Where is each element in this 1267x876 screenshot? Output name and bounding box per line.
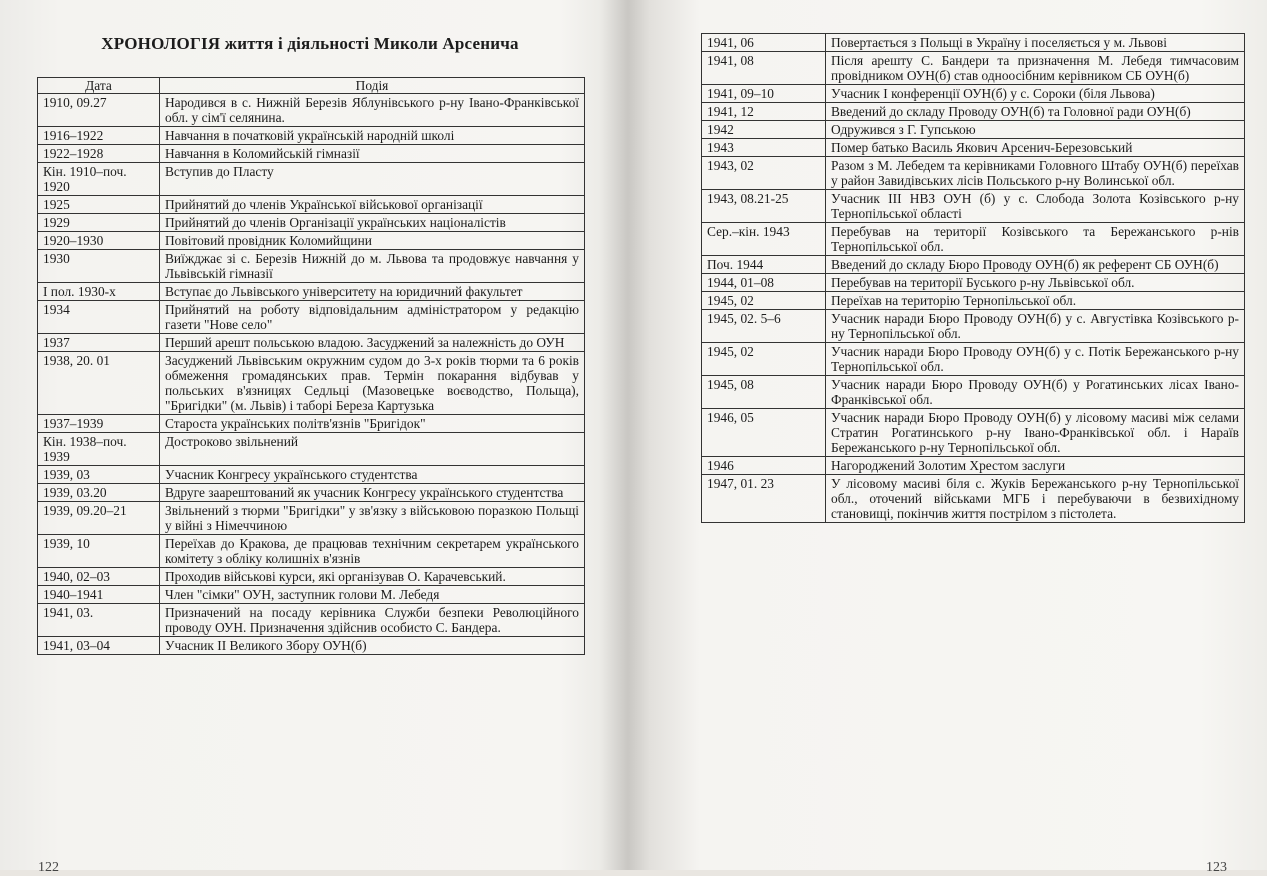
- date-cell: 1941, 12: [702, 103, 826, 121]
- table-row: [702, 139, 1245, 157]
- event-cell: Учасник наради Бюро Проводу ОУН(б) у с. Потік Бережанського р-ну Тернопільської обл.: [826, 343, 1245, 376]
- date-cell: 1939, 09.20–21: [38, 502, 160, 535]
- table-row: [702, 343, 1245, 376]
- table-row: [38, 433, 585, 466]
- chronology-rows-right: [702, 34, 1245, 523]
- event-cell: Переїхав до Кракова, де працював технічним секретарем українського комітету з обліку колишніх в'язнів: [160, 535, 585, 568]
- page-number-right: 123: [1206, 860, 1227, 875]
- event-cell: Призначений на посаду керівника Служби безпеки Революційного проводу ОУН. Призначення здійснив особисто С. Бандера.: [160, 604, 585, 637]
- date-cell: 1939, 03: [38, 466, 160, 484]
- date-cell: 1945, 02: [702, 292, 826, 310]
- table-row: [38, 145, 585, 163]
- event-cell: Учасник ІІІ НВЗ ОУН (б) у с. Слобода Золота Козівського р-ну Тернопільської області: [826, 190, 1245, 223]
- table-row: [702, 409, 1245, 457]
- date-cell: 1939, 03.20: [38, 484, 160, 502]
- date-cell: 1944, 01–08: [702, 274, 826, 292]
- table-row: [702, 256, 1245, 274]
- event-cell: Учасник наради Бюро Проводу ОУН(б) у лісовому масиві між селами Стратин Рогатинського р-ну Івано-Франківської обл. і Нараїв Бережанського р-ну Тернопільської обл.: [826, 409, 1245, 457]
- chronology-table-left: [37, 77, 585, 655]
- event-cell: Разом з М. Лебедем та керівниками Головного Штабу ОУН(б) переїхав у район Завидівських лісів Польського р-ну Волинської обл.: [826, 157, 1245, 190]
- date-cell: 1945, 08: [702, 376, 826, 409]
- table-row: [702, 274, 1245, 292]
- event-cell: Народився в с. Нижній Березів Яблунівського р-ну Івано-Франківської обл. у сім'ї селянина.: [160, 94, 585, 127]
- table-row: [702, 103, 1245, 121]
- table-row: [38, 535, 585, 568]
- chronology-table-right: [701, 33, 1245, 523]
- table-row: [38, 334, 585, 352]
- date-cell: 1946, 05: [702, 409, 826, 457]
- page-number-left: 122: [38, 860, 59, 875]
- table-row: [702, 157, 1245, 190]
- table-row: [38, 637, 585, 655]
- event-cell: Повітовий провідник Коломийщини: [160, 232, 585, 250]
- table-row: [38, 466, 585, 484]
- date-cell: 1941, 09–10: [702, 85, 826, 103]
- table-row: [38, 352, 585, 415]
- table-row: [702, 310, 1245, 343]
- date-cell: 1940–1941: [38, 586, 160, 604]
- date-cell: 1929: [38, 214, 160, 232]
- event-cell: Звільнений з тюрми "Бригідки" у зв'язку з військовою поразкою Польщі у війні з Німеччиною: [160, 502, 585, 535]
- date-cell: 1910, 09.27: [38, 94, 160, 127]
- date-cell: Кін. 1910–поч. 1920: [38, 163, 160, 196]
- event-cell: Навчання в початковій українській народній школі: [160, 127, 585, 145]
- date-cell: 1937–1939: [38, 415, 160, 433]
- table-row: [38, 196, 585, 214]
- date-cell: 1920–1930: [38, 232, 160, 250]
- table-row: [38, 484, 585, 502]
- date-cell: 1938, 20. 01: [38, 352, 160, 415]
- chronology-rows-left: [38, 94, 585, 655]
- date-cell: 1941, 03–04: [38, 637, 160, 655]
- table-row: [38, 586, 585, 604]
- event-cell: Помер батько Василь Якович Арсенич-Березовський: [826, 139, 1245, 157]
- date-cell: Сер.–кін. 1943: [702, 223, 826, 256]
- date-cell: 1943: [702, 139, 826, 157]
- date-cell: 1941, 08: [702, 52, 826, 85]
- date-cell: 1916–1922: [38, 127, 160, 145]
- table-row: [38, 214, 585, 232]
- table-row: [702, 457, 1245, 475]
- event-cell: Учасник ІІ Великого Збору ОУН(б): [160, 637, 585, 655]
- table-row: [38, 250, 585, 283]
- event-cell: Прийнятий до членів Української військової організації: [160, 196, 585, 214]
- event-cell: Перебував на території Буського р-ну Львівської обл.: [826, 274, 1245, 292]
- table-row: [702, 190, 1245, 223]
- event-cell: Учасник Конгресу українського студентства: [160, 466, 585, 484]
- table-row: [38, 232, 585, 250]
- date-cell: Поч. 1944: [702, 256, 826, 274]
- event-cell: Перший арешт польською владою. Засуджений за належність до ОУН: [160, 334, 585, 352]
- event-cell: Повертається з Польщі в Україну і поселяється у м. Львові: [826, 34, 1245, 52]
- date-cell: 1941, 06: [702, 34, 826, 52]
- event-cell: Навчання в Коломийській гімназії: [160, 145, 585, 163]
- date-cell: 1925: [38, 196, 160, 214]
- event-cell: Після арешту С. Бандери та призначення М. Лебедя тимчасовим провідником ОУН(б) став одноосібним керівником СБ ОУН(б): [826, 52, 1245, 85]
- event-cell: Перебував на території Козівського та Бережанського р-нів Тернопільської обл.: [826, 223, 1245, 256]
- page-title: ХРОНОЛОГІЯ життя і діяльності Миколи Арсенича: [101, 34, 519, 53]
- table-row: [38, 415, 585, 433]
- table-row: [702, 121, 1245, 139]
- date-cell: 1945, 02. 5–6: [702, 310, 826, 343]
- event-cell: Одружився з Г. Гупською: [826, 121, 1245, 139]
- table-row: [38, 94, 585, 127]
- event-cell: Вступає до Львівського університету на юридичний факультет: [160, 283, 585, 301]
- date-cell: 1945, 02: [702, 343, 826, 376]
- table-row: [38, 604, 585, 637]
- table-row: [38, 568, 585, 586]
- event-cell: Достроково звільнений: [160, 433, 585, 466]
- date-cell: 1939, 10: [38, 535, 160, 568]
- left-page: [0, 0, 625, 875]
- event-cell: Проходив військові курси, які організував О. Карачевський.: [160, 568, 585, 586]
- date-cell: 1943, 02: [702, 157, 826, 190]
- date-cell: 1946: [702, 457, 826, 475]
- event-cell: У лісовому масиві біля с. Жуків Бережанського р-ну Тернопільської обл., оточений військами МГБ і перебуваючи в безвихідному становищі, покінчив життя пострілом з пістолета.: [826, 475, 1245, 523]
- table-row: [702, 85, 1245, 103]
- event-cell: Прийнятий до членів Організації українських націоналістів: [160, 214, 585, 232]
- date-cell: 1930: [38, 250, 160, 283]
- event-cell: Переїхав на територію Тернопільської обл.: [826, 292, 1245, 310]
- event-cell: Учасник наради Бюро Проводу ОУН(б) у Рогатинських лісах Івано-Франківської обл.: [826, 376, 1245, 409]
- date-cell: 1940, 02–03: [38, 568, 160, 586]
- date-cell: Кін. 1938–поч. 1939: [38, 433, 160, 466]
- date-cell: 1943, 08.21-25: [702, 190, 826, 223]
- table-row: [38, 283, 585, 301]
- event-cell: Вдруге заарештований як учасник Конгресу українського студентства: [160, 484, 585, 502]
- event-cell: Вступив до Пласту: [160, 163, 585, 196]
- event-cell: Прийнятий на роботу відповідальним адміністратором у редакцію газети "Нове село": [160, 301, 585, 334]
- date-cell: 1942: [702, 121, 826, 139]
- table-row: [38, 301, 585, 334]
- event-cell: Засуджений Львівським окружним судом до 3-х років тюрми та 6 років обмеження громадянських прав. Термін покарання відбував у польських в'язницях Седльці (Мазовецьке воєводство, Польща), "Бригідки" (м. Львів) і таборі Береза Картузька: [160, 352, 585, 415]
- table-row: [702, 34, 1245, 52]
- event-cell: Введений до складу Бюро Проводу ОУН(б) як референт СБ ОУН(б): [826, 256, 1245, 274]
- event-cell: Член "сімки" ОУН, заступник голови М. Лебедя: [160, 586, 585, 604]
- header-date: Дата: [38, 78, 160, 94]
- table-row: [702, 292, 1245, 310]
- event-cell: Учасник І конференції ОУН(б) у с. Сороки (біля Львова): [826, 85, 1245, 103]
- event-cell: Введений до складу Проводу ОУН(б) та Головної ради ОУН(б): [826, 103, 1245, 121]
- table-row: [702, 223, 1245, 256]
- date-cell: 1937: [38, 334, 160, 352]
- header-event: Подія: [160, 78, 585, 94]
- event-cell: Нагороджений Золотим Хрестом заслуги: [826, 457, 1245, 475]
- table-header-row: [38, 78, 585, 94]
- table-row: [702, 475, 1245, 523]
- date-cell: 1947, 01. 23: [702, 475, 826, 523]
- event-cell: Учасник наради Бюро Проводу ОУН(б) у с. Августівка Козівського р-ну Тернопільської обл.: [826, 310, 1245, 343]
- date-cell: І пол. 1930-х: [38, 283, 160, 301]
- right-page: [640, 0, 1267, 875]
- table-row: [702, 52, 1245, 85]
- date-cell: 1922–1928: [38, 145, 160, 163]
- table-row: [702, 376, 1245, 409]
- table-row: [38, 163, 585, 196]
- event-cell: Виїжджає зі с. Березів Нижній до м. Львова та продовжує навчання у Львівській гімназії: [160, 250, 585, 283]
- date-cell: 1941, 03.: [38, 604, 160, 637]
- table-row: [38, 502, 585, 535]
- date-cell: 1934: [38, 301, 160, 334]
- event-cell: Староста українських політв'язнів "Бригідок": [160, 415, 585, 433]
- table-row: [38, 127, 585, 145]
